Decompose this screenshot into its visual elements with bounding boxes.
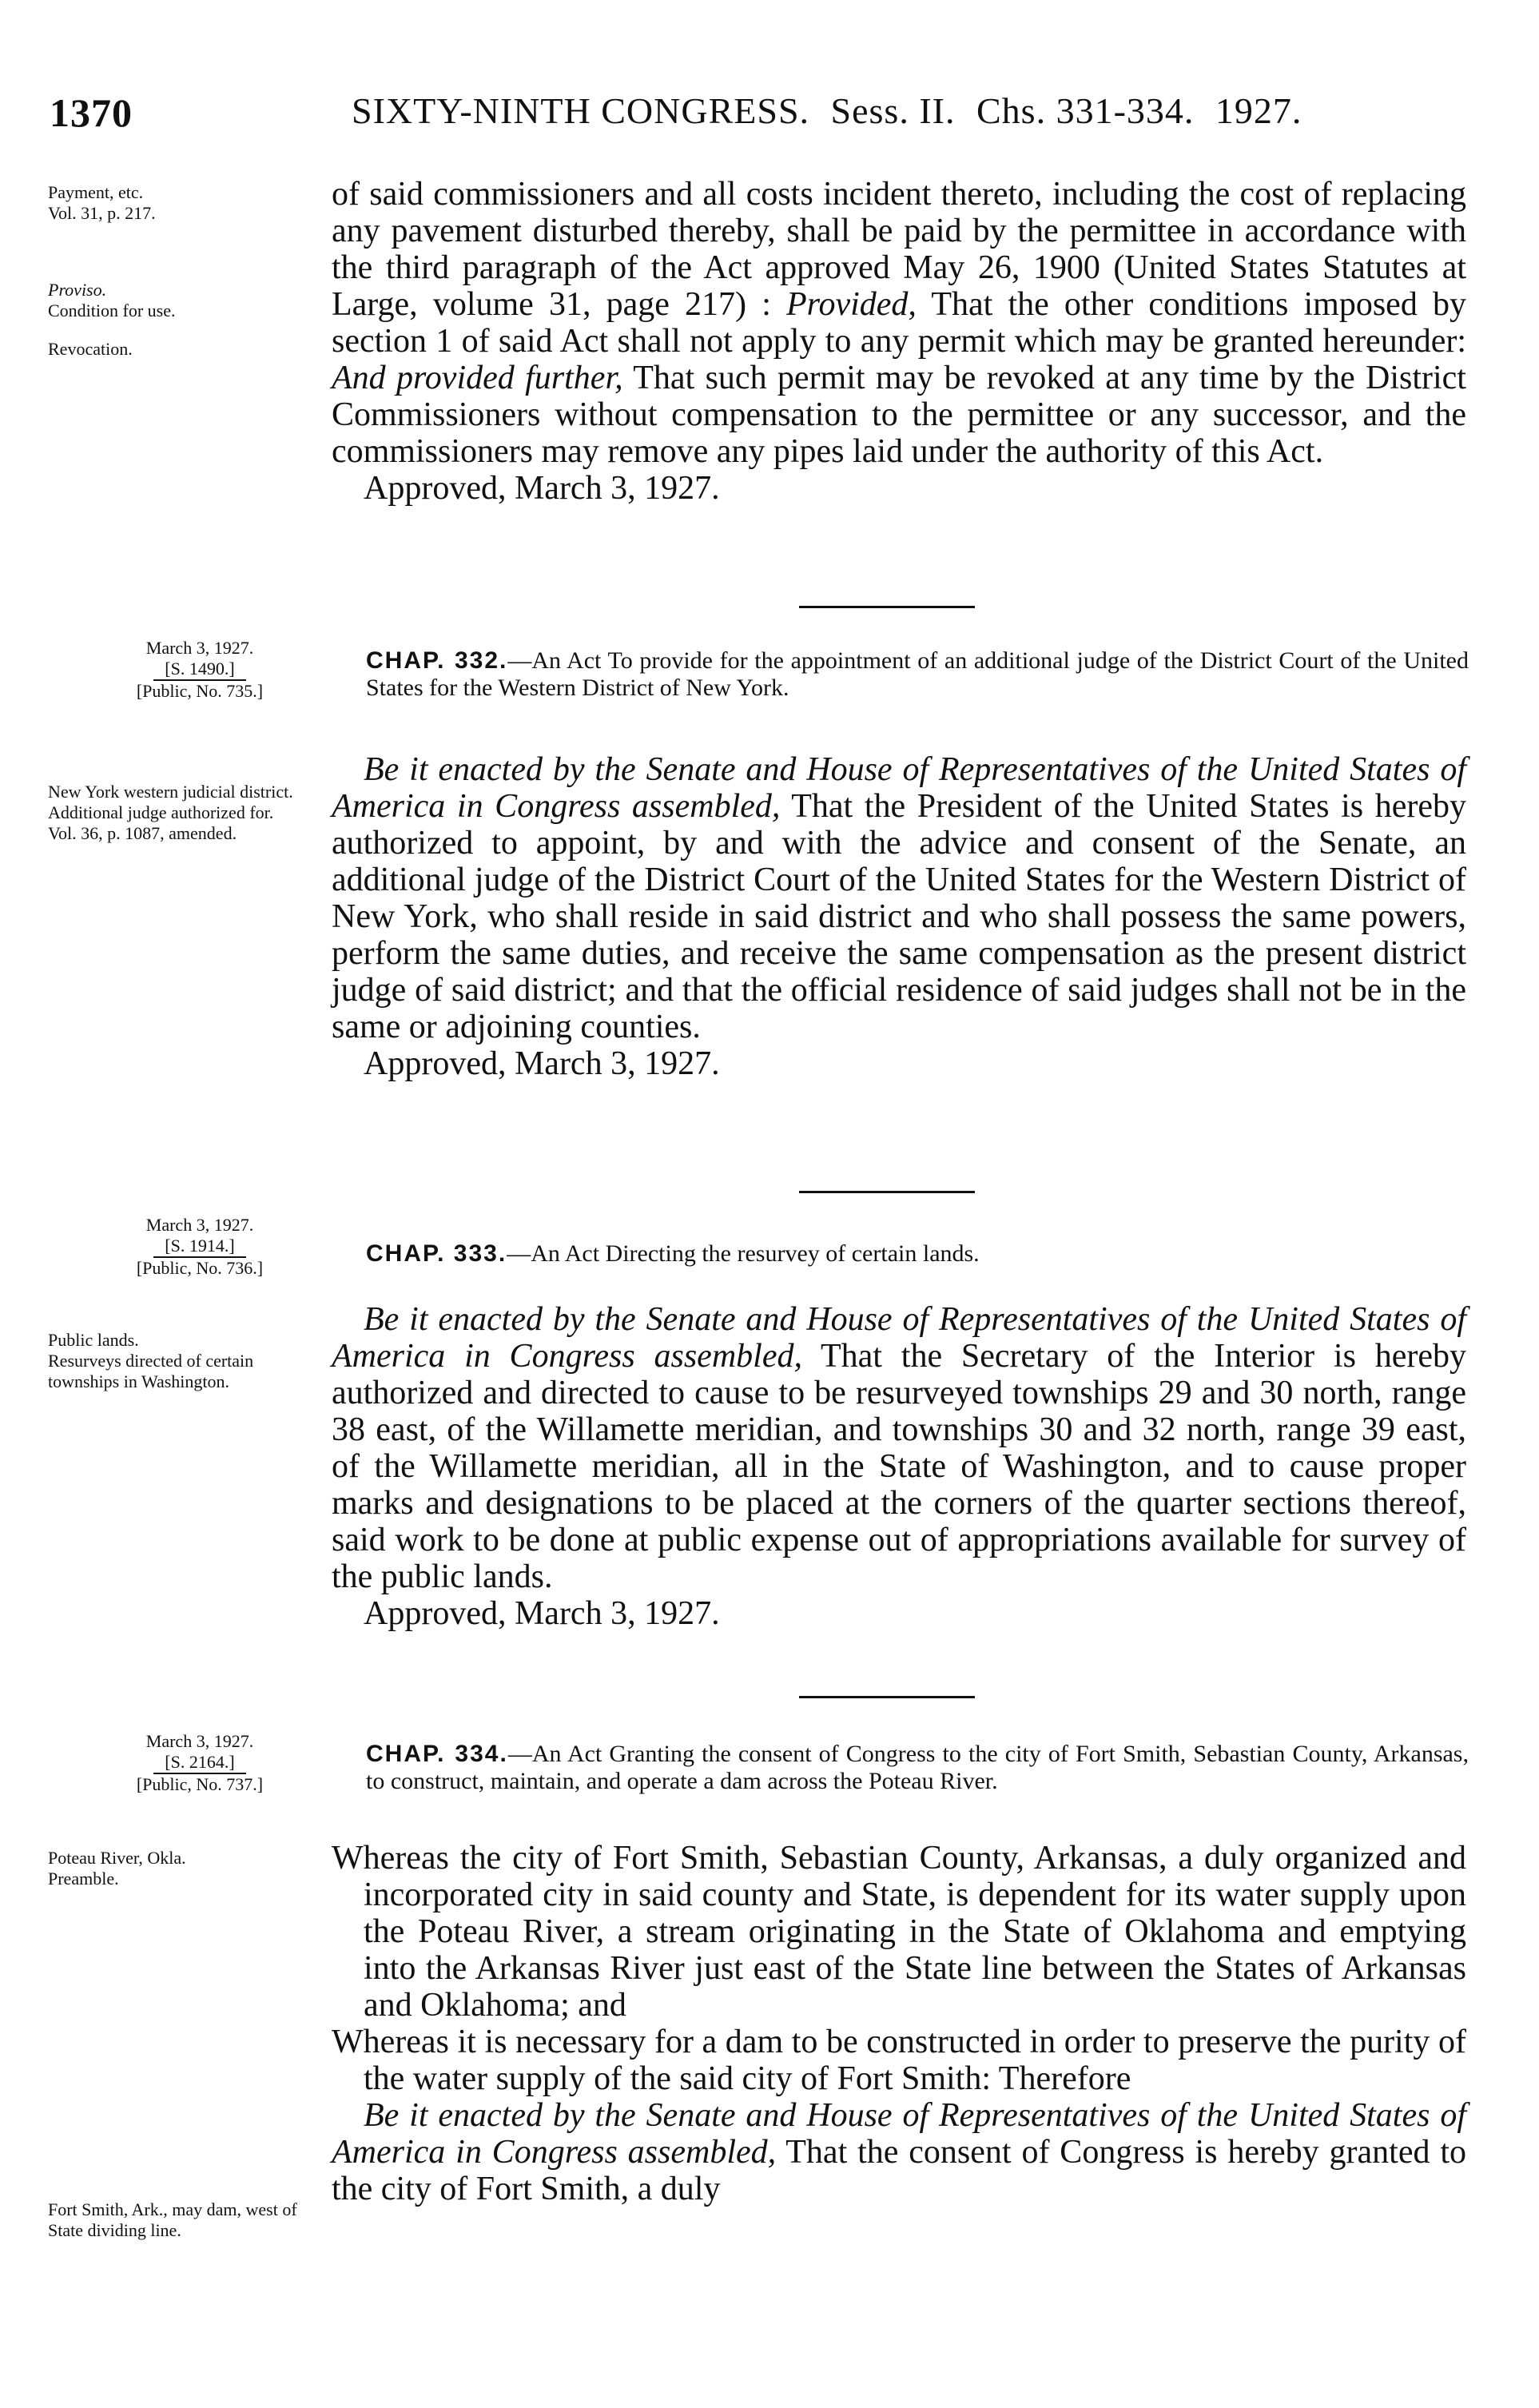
chap332-margin-notes <box>48 782 320 844</box>
public-law-number: [Public, No. 737.] <box>136 1774 264 1794</box>
header-year: 1927. <box>1215 90 1302 131</box>
margin-note: Vol. 31, p. 217. <box>48 203 156 223</box>
margin-note: Preamble. <box>48 1869 119 1889</box>
margin-note: Condition for use. <box>48 301 176 320</box>
chapter-label: CHAP. 332. <box>366 647 508 674</box>
enacted-paragraph: Be it enacted by the Senate and House of Representatives of the United States of America in Congress assembled, That the consent of Congress is hereby granted to the city of Fort Smith, a duly <box>332 2097 1466 2207</box>
enactment-date: March 3, 1927. <box>145 1731 254 1751</box>
chap332-date-block <box>80 638 320 702</box>
chap333-text <box>332 1301 1466 1632</box>
margin-note: Proviso. <box>48 280 107 300</box>
margin-note: Additional judge authorized for. <box>48 802 274 822</box>
enacted-paragraph: Be it enacted by the Senate and House of Representatives of the United States of America in Congress assembled, That the Secretary of the Interior is hereby authorized and directed to cause to be resurveyed townships 29 and 30 north, range 38 east, of the Willamette meridian, and townships 30 and 32 north, range 39 east, of the Willamette meridian, all in the State of Washington, and to cause proper marks and designations to be placed at the corners of the quarter sections thereof, said work to be done at public expense out of appropriations available for survey of the public lands. <box>332 1301 1466 1595</box>
congress-title: SIXTY-NINTH CONGRESS. <box>352 90 810 131</box>
chapter-label: CHAP. 333. <box>366 1240 507 1267</box>
chap334-date-block <box>80 1731 320 1795</box>
section-divider <box>799 1191 975 1193</box>
chapter-title: —An Act To provide for the appointment of an additional judge of the District Court of the United States for the Western District of New York. <box>366 647 1469 701</box>
bill-number: [S. 1490.] <box>153 659 245 681</box>
enactment-date: March 3, 1927. <box>145 1215 254 1235</box>
margin-note: Payment, etc. <box>48 182 144 202</box>
section-divider <box>799 606 975 608</box>
chapter-title: —An Act Granting the consent of Congress to the city of Fort Smith, Sebastian County, Arkansas, to construct, maintain, and operate a dam across the Poteau River. <box>366 1741 1469 1794</box>
margin-note: Poteau River, Okla. <box>48 1848 186 1868</box>
whereas-paragraph: Whereas it is necessary for a dam to be constructed in order to preserve the purity of the water supply of the said city of Fort Smith: Therefore <box>332 2024 1466 2097</box>
chap334-text <box>332 1840 1466 2207</box>
margin-note: Revocation. <box>48 339 133 359</box>
chapters-label: Chs. 331-334. <box>976 90 1195 131</box>
whereas-paragraph: Whereas the city of Fort Smith, Sebastian County, Arkansas, a duly organized and incorporated city in said county and State, is dependent for its water supply upon the Poteau River, a stream originating in the State of Oklahoma and emptying into the Arkansas River just east of the State line between the States of Arkansas and Oklahoma; and <box>332 1840 1466 2024</box>
session-label: Sess. II. <box>830 90 956 131</box>
enacted-paragraph: Be it enacted by the Senate and House of Representatives of the United States of America in Congress assembled, That the President of the United States is hereby authorized to appoint, by and with the advice and consent of the Senate, an additional judge of the District Court of the United States for the Western District of New York, who shall reside in said district and who shall possess the same powers, perform the same duties, and receive the same compensation as the present district judge of said district; and that the official residence of said judges shall not be in the same or adjoining counties. <box>332 751 1466 1045</box>
approved-line: Approved, March 3, 1927. <box>364 470 720 507</box>
margin-note: New York western judicial district. <box>48 782 293 802</box>
chap333-margin-notes <box>48 1330 320 1392</box>
public-law-number: [Public, No. 735.] <box>136 681 264 701</box>
chap332-heading <box>366 647 1469 702</box>
chap334-margin-notes <box>48 1848 320 2241</box>
margin-note: Fort Smith, Ark., may dam, west of State dividing line. <box>48 2199 297 2240</box>
margin-note: Vol. 36, p. 1087, amended. <box>48 823 237 843</box>
bill-number: [S. 1914.] <box>153 1236 245 1258</box>
public-law-number: [Public, No. 736.] <box>136 1258 264 1278</box>
margin-note: Resurveys directed of certain townships in Washington. <box>48 1351 254 1391</box>
top-margin-notes <box>48 182 320 360</box>
page-number: 1370 <box>50 90 133 135</box>
top-section-text <box>332 176 1466 507</box>
margin-note: Public lands. <box>48 1330 139 1350</box>
chap333-heading <box>366 1240 1469 1268</box>
section-divider <box>799 1696 975 1698</box>
bill-number: [S. 2164.] <box>153 1752 245 1774</box>
chap334-heading <box>366 1741 1469 1795</box>
approved-line: Approved, March 3, 1927. <box>364 1045 720 1082</box>
enactment-date: March 3, 1927. <box>145 638 254 658</box>
continuation-paragraph: of said commissioners and all costs incident thereto, including the cost of replacing any pavement disturbed thereby, shall be paid by the permittee in accordance with the third paragraph of the Act approved May 26, 1900 (United States Statutes at Large, volume 31, page 217) : Provided, That the other conditions imposed by section 1 of said Act shall not apply to any permit which may be granted hereunder: And provided further, That such permit may be revoked at any time by the District Commissioners without compensation to the permittee or any successor, and the commissioners may remove any pipes laid under the authority of this Act. <box>332 176 1466 470</box>
chap332-text <box>332 751 1466 1082</box>
chapter-title: —An Act Directing the resurvey of certain lands. <box>507 1240 980 1267</box>
approved-line: Approved, March 3, 1927. <box>364 1595 720 1632</box>
running-header <box>352 90 1302 132</box>
chapter-label: CHAP. 334. <box>366 1741 508 1767</box>
chap333-date-block <box>80 1215 320 1279</box>
